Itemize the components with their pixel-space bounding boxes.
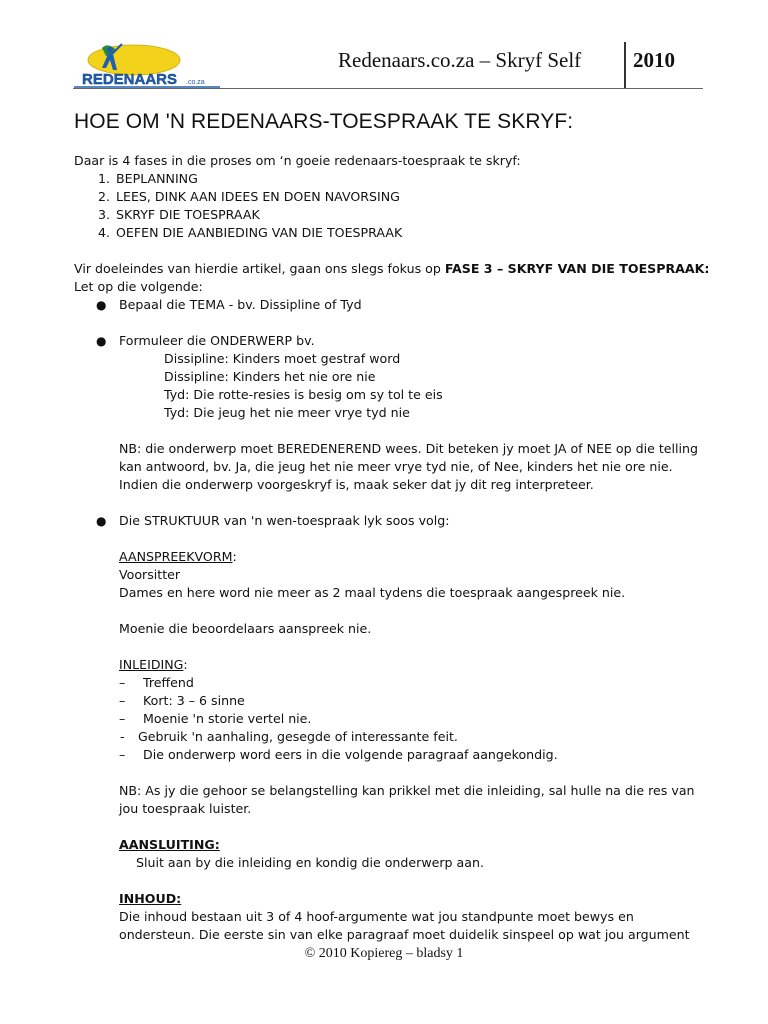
body-line: Dames en here word nie meer as 2 maal tydens die toespraak aangespreek nie.: [119, 585, 626, 600]
phase-list: [74, 170, 714, 242]
bullet-onderwerp: ● Formuleer die ONDERWERP bv.: [96, 333, 315, 348]
list-item: – Kort: 3 – 6 sinne: [119, 693, 245, 708]
header-divider: [624, 42, 626, 88]
section-heading-aansluiting: AANSLUITING:: [119, 837, 220, 852]
redenaars-logo: [74, 42, 220, 88]
list-item: 4. OEFEN DIE AANBIEDING VAN DIE TOESPRAAK: [98, 225, 403, 240]
body-line: Die inhoud bestaan uit 3 of 4 hoof-argumente wat jou standpunte moet bewys en: [119, 909, 634, 924]
svg-text:.co.za: .co.za: [186, 79, 205, 86]
nb-note-line: kan antwoord, bv. Ja, die jeug het nie meer vrye tyd nie, of Nee, kinders het nie ore nie.: [119, 459, 673, 474]
body-line: Voorsitter: [119, 567, 181, 582]
focus-text: Vir doeleindes van hierdie artikel, gaan ons slegs fokus op FASE 3 – SKRYF VAN DIE TOESPRAAK:: [74, 261, 710, 276]
body-line: ondersteun. Die eerste sin van elke paragraaf moet duidelik sinspeel op wat jou argument: [119, 927, 690, 942]
main-heading: HOE OM 'N REDENAARS-TOESPRAAK TE SKRYF:: [74, 110, 574, 133]
section-heading-inhoud: INHOUD:: [119, 891, 182, 906]
list-item: – Moenie 'n storie vertel nie.: [119, 711, 312, 726]
intro-text: Daar is 4 fases in die proses om ‘n goeie redenaars-toespraak te skryf:: [74, 153, 521, 168]
header-year: 2010: [633, 48, 675, 72]
bullet-icon: ●: [96, 514, 107, 528]
svg-text:REDENAARS: REDENAARS: [82, 71, 178, 88]
nb-note-line: NB: As jy die gehoor se belangstelling kan prikkel met die inleiding, sal hulle na die res van: [119, 783, 695, 798]
header-rule: [73, 88, 703, 89]
nb-note-line: Indien die onderwerp voorgeskryf is, maak seker dat jy dit reg interpreteer.: [119, 477, 594, 492]
example-line: Dissipline: Kinders moet gestraf word: [164, 351, 401, 366]
list-item: - Gebruik 'n aanhaling, gesegde of interessante feit.: [120, 729, 458, 744]
bullet-icon: ●: [96, 334, 107, 348]
list-item: – Treffend: [119, 675, 194, 690]
page-footer: © 2010 Kopiereg – bladsy 1: [304, 946, 464, 961]
nb-note-line: NB: die onderwerp moet BEREDENEREND wees. Dit beteken jy moet JA of NEE op die telling: [119, 441, 699, 456]
bullet-struktuur: ● Die STRUKTUUR van 'n wen-toespraak lyk soos volg:: [96, 513, 450, 528]
document-body: [74, 152, 714, 944]
section-heading-inleiding: INLEIDING:: [119, 657, 188, 672]
list-item: 1. BEPLANNING: [98, 171, 198, 186]
bullet-tema: ● Bepaal die TEMA - bv. Dissipline of Tyd: [96, 297, 362, 312]
body-line: Sluit aan by die inleiding en kondig die onderwerp aan.: [136, 855, 484, 870]
example-line: Dissipline: Kinders het nie ore nie: [164, 369, 376, 384]
focus-note: Let op die volgende:: [74, 279, 203, 294]
list-item: 2. LEES, DINK AAN IDEES EN DOEN NAVORSING: [98, 189, 400, 204]
list-item: 3. SKRYF DIE TOESPRAAK: [98, 207, 260, 222]
list-item: – Die onderwerp word eers in die volgende paragraaf aangekondig.: [119, 747, 558, 762]
example-line: Tyd: Die jeug het nie meer vrye tyd nie: [164, 405, 410, 420]
body-line: Moenie die beoordelaars aanspreek nie.: [119, 621, 372, 636]
example-line: Tyd: Die rotte-resies is besig om sy tol te eis: [164, 387, 443, 402]
bullet-icon: ●: [96, 298, 107, 312]
nb-note-line: jou toespraak luister.: [119, 801, 252, 816]
site-title: Redenaars.co.za – Skryf Self: [338, 48, 582, 72]
section-heading-aanspreekvorm: AANSPREEKVORM:: [119, 549, 237, 564]
